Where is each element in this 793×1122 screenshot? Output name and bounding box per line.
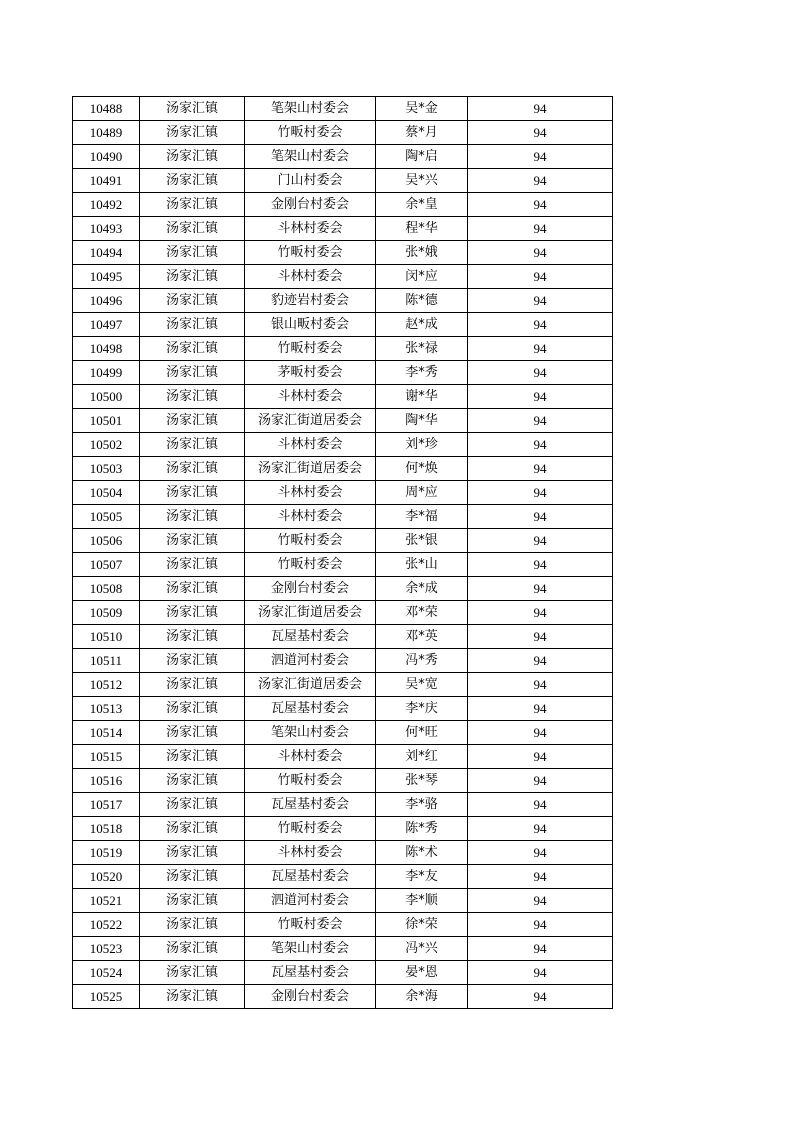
score-cell: 94: [468, 241, 613, 265]
id-cell: 10502: [73, 433, 140, 457]
town-cell: 汤家汇镇: [140, 769, 245, 793]
id-cell: 10519: [73, 841, 140, 865]
score-cell: 94: [468, 721, 613, 745]
score-cell: 94: [468, 529, 613, 553]
id-cell: 10494: [73, 241, 140, 265]
score-cell: 94: [468, 409, 613, 433]
village-cell: 竹畈村委会: [245, 553, 376, 577]
id-cell: 10509: [73, 601, 140, 625]
name-cell: 李*福: [376, 505, 468, 529]
town-cell: 汤家汇镇: [140, 817, 245, 841]
town-cell: 汤家汇镇: [140, 457, 245, 481]
id-cell: 10524: [73, 961, 140, 985]
name-cell: 张*山: [376, 553, 468, 577]
village-cell: 瓦屋基村委会: [245, 793, 376, 817]
score-cell: 94: [468, 217, 613, 241]
town-cell: 汤家汇镇: [140, 625, 245, 649]
id-cell: 10504: [73, 481, 140, 505]
village-cell: 泗道河村委会: [245, 889, 376, 913]
name-cell: 何*旺: [376, 721, 468, 745]
table-row: [73, 721, 613, 745]
id-cell: 10491: [73, 169, 140, 193]
id-cell: 10499: [73, 361, 140, 385]
village-cell: 斗林村委会: [245, 265, 376, 289]
village-cell: 银山畈村委会: [245, 313, 376, 337]
score-cell: 94: [468, 577, 613, 601]
name-cell: 邓*荣: [376, 601, 468, 625]
name-cell: 李*庆: [376, 697, 468, 721]
id-cell: 10497: [73, 313, 140, 337]
score-cell: 94: [468, 337, 613, 361]
table-row: [73, 193, 613, 217]
name-cell: 蔡*月: [376, 121, 468, 145]
village-cell: 竹畈村委会: [245, 529, 376, 553]
name-cell: 陈*德: [376, 289, 468, 313]
score-cell: 94: [468, 865, 613, 889]
score-cell: 94: [468, 433, 613, 457]
village-cell: 笔架山村委会: [245, 145, 376, 169]
id-cell: 10496: [73, 289, 140, 313]
table-row: [73, 385, 613, 409]
town-cell: 汤家汇镇: [140, 505, 245, 529]
town-cell: 汤家汇镇: [140, 577, 245, 601]
village-cell: 瓦屋基村委会: [245, 625, 376, 649]
village-cell: 斗林村委会: [245, 385, 376, 409]
table-row: [73, 145, 613, 169]
score-cell: 94: [468, 601, 613, 625]
village-cell: 斗林村委会: [245, 841, 376, 865]
score-cell: 94: [468, 385, 613, 409]
name-cell: 陈*秀: [376, 817, 468, 841]
score-cell: 94: [468, 505, 613, 529]
name-cell: 徐*荣: [376, 913, 468, 937]
table-row: [73, 361, 613, 385]
town-cell: 汤家汇镇: [140, 337, 245, 361]
id-cell: 10498: [73, 337, 140, 361]
id-cell: 10489: [73, 121, 140, 145]
table-row: [73, 625, 613, 649]
village-cell: 斗林村委会: [245, 745, 376, 769]
village-cell: 斗林村委会: [245, 433, 376, 457]
name-cell: 余*皇: [376, 193, 468, 217]
score-cell: 94: [468, 361, 613, 385]
id-cell: 10492: [73, 193, 140, 217]
id-cell: 10505: [73, 505, 140, 529]
town-cell: 汤家汇镇: [140, 745, 245, 769]
score-cell: 94: [468, 649, 613, 673]
score-cell: 94: [468, 553, 613, 577]
town-cell: 汤家汇镇: [140, 961, 245, 985]
score-cell: 94: [468, 673, 613, 697]
table-row: [73, 313, 613, 337]
table-row: [73, 121, 613, 145]
table-row: [73, 481, 613, 505]
village-cell: 金刚台村委会: [245, 985, 376, 1009]
table-row: [73, 745, 613, 769]
id-cell: 10503: [73, 457, 140, 481]
table-row: [73, 817, 613, 841]
score-cell: 94: [468, 841, 613, 865]
score-cell: 94: [468, 769, 613, 793]
id-cell: 10493: [73, 217, 140, 241]
table-row: [73, 217, 613, 241]
town-cell: 汤家汇镇: [140, 241, 245, 265]
town-cell: 汤家汇镇: [140, 697, 245, 721]
table-row: [73, 697, 613, 721]
town-cell: 汤家汇镇: [140, 385, 245, 409]
id-cell: 10507: [73, 553, 140, 577]
village-cell: 竹畈村委会: [245, 337, 376, 361]
table-row: [73, 169, 613, 193]
town-cell: 汤家汇镇: [140, 289, 245, 313]
village-cell: 笔架山村委会: [245, 97, 376, 121]
village-cell: 汤家汇街道居委会: [245, 673, 376, 697]
id-cell: 10517: [73, 793, 140, 817]
name-cell: 李*顺: [376, 889, 468, 913]
score-cell: 94: [468, 169, 613, 193]
village-cell: 金刚台村委会: [245, 577, 376, 601]
town-cell: 汤家汇镇: [140, 985, 245, 1009]
id-cell: 10512: [73, 673, 140, 697]
score-cell: 94: [468, 889, 613, 913]
table-row: [73, 865, 613, 889]
score-cell: 94: [468, 985, 613, 1009]
town-cell: 汤家汇镇: [140, 265, 245, 289]
table-row: [73, 529, 613, 553]
score-cell: 94: [468, 289, 613, 313]
name-cell: 周*应: [376, 481, 468, 505]
name-cell: 程*华: [376, 217, 468, 241]
name-cell: 张*琴: [376, 769, 468, 793]
table-row: [73, 457, 613, 481]
village-cell: 泗道河村委会: [245, 649, 376, 673]
score-cell: 94: [468, 697, 613, 721]
score-cell: 94: [468, 457, 613, 481]
village-cell: 豹迹岩村委会: [245, 289, 376, 313]
id-cell: 10520: [73, 865, 140, 889]
table-row: [73, 889, 613, 913]
score-cell: 94: [468, 313, 613, 337]
score-cell: 94: [468, 121, 613, 145]
village-cell: 竹畈村委会: [245, 769, 376, 793]
name-cell: 陈*术: [376, 841, 468, 865]
name-cell: 陶*启: [376, 145, 468, 169]
score-cell: 94: [468, 481, 613, 505]
table-row: [73, 673, 613, 697]
id-cell: 10523: [73, 937, 140, 961]
name-cell: 张*禄: [376, 337, 468, 361]
id-cell: 10490: [73, 145, 140, 169]
data-table: [72, 96, 613, 1009]
name-cell: 吴*金: [376, 97, 468, 121]
village-cell: 汤家汇街道居委会: [245, 457, 376, 481]
name-cell: 晏*恩: [376, 961, 468, 985]
score-cell: 94: [468, 193, 613, 217]
town-cell: 汤家汇镇: [140, 97, 245, 121]
table-row: [73, 337, 613, 361]
town-cell: 汤家汇镇: [140, 193, 245, 217]
score-cell: 94: [468, 745, 613, 769]
village-cell: 斗林村委会: [245, 481, 376, 505]
village-cell: 竹畈村委会: [245, 913, 376, 937]
town-cell: 汤家汇镇: [140, 313, 245, 337]
town-cell: 汤家汇镇: [140, 361, 245, 385]
score-cell: 94: [468, 265, 613, 289]
name-cell: 张*娥: [376, 241, 468, 265]
village-cell: 汤家汇街道居委会: [245, 409, 376, 433]
village-cell: 瓦屋基村委会: [245, 865, 376, 889]
village-cell: 斗林村委会: [245, 505, 376, 529]
table-body: [73, 97, 613, 1009]
name-cell: 余*海: [376, 985, 468, 1009]
name-cell: 刘*红: [376, 745, 468, 769]
town-cell: 汤家汇镇: [140, 481, 245, 505]
table-row: [73, 961, 613, 985]
name-cell: 张*银: [376, 529, 468, 553]
town-cell: 汤家汇镇: [140, 553, 245, 577]
id-cell: 10508: [73, 577, 140, 601]
name-cell: 李*秀: [376, 361, 468, 385]
id-cell: 10525: [73, 985, 140, 1009]
name-cell: 余*成: [376, 577, 468, 601]
name-cell: 赵*成: [376, 313, 468, 337]
score-cell: 94: [468, 625, 613, 649]
id-cell: 10510: [73, 625, 140, 649]
town-cell: 汤家汇镇: [140, 409, 245, 433]
village-cell: 笔架山村委会: [245, 937, 376, 961]
name-cell: 陶*华: [376, 409, 468, 433]
village-cell: 汤家汇街道居委会: [245, 601, 376, 625]
id-cell: 10522: [73, 913, 140, 937]
name-cell: 吴*宽: [376, 673, 468, 697]
village-cell: 瓦屋基村委会: [245, 961, 376, 985]
town-cell: 汤家汇镇: [140, 673, 245, 697]
table-row: [73, 577, 613, 601]
table-row: [73, 433, 613, 457]
village-cell: 金刚台村委会: [245, 193, 376, 217]
table-row: [73, 769, 613, 793]
id-cell: 10511: [73, 649, 140, 673]
id-cell: 10518: [73, 817, 140, 841]
town-cell: 汤家汇镇: [140, 145, 245, 169]
village-cell: 茅畈村委会: [245, 361, 376, 385]
town-cell: 汤家汇镇: [140, 529, 245, 553]
name-cell: 李*骆: [376, 793, 468, 817]
town-cell: 汤家汇镇: [140, 793, 245, 817]
village-cell: 斗林村委会: [245, 217, 376, 241]
village-cell: 笔架山村委会: [245, 721, 376, 745]
id-cell: 10488: [73, 97, 140, 121]
town-cell: 汤家汇镇: [140, 217, 245, 241]
score-cell: 94: [468, 961, 613, 985]
table-row: [73, 97, 613, 121]
table-row: [73, 601, 613, 625]
id-cell: 10495: [73, 265, 140, 289]
name-cell: 刘*珍: [376, 433, 468, 457]
table-row: [73, 265, 613, 289]
town-cell: 汤家汇镇: [140, 601, 245, 625]
table-row: [73, 553, 613, 577]
village-cell: 竹畈村委会: [245, 241, 376, 265]
town-cell: 汤家汇镇: [140, 937, 245, 961]
name-cell: 谢*华: [376, 385, 468, 409]
table-row: [73, 985, 613, 1009]
id-cell: 10521: [73, 889, 140, 913]
town-cell: 汤家汇镇: [140, 865, 245, 889]
table-row: [73, 289, 613, 313]
id-cell: 10513: [73, 697, 140, 721]
town-cell: 汤家汇镇: [140, 889, 245, 913]
village-cell: 门山村委会: [245, 169, 376, 193]
score-cell: 94: [468, 793, 613, 817]
id-cell: 10500: [73, 385, 140, 409]
table-row: [73, 937, 613, 961]
name-cell: 冯*兴: [376, 937, 468, 961]
id-cell: 10515: [73, 745, 140, 769]
town-cell: 汤家汇镇: [140, 121, 245, 145]
table-row: [73, 241, 613, 265]
town-cell: 汤家汇镇: [140, 721, 245, 745]
id-cell: 10514: [73, 721, 140, 745]
name-cell: 吴*兴: [376, 169, 468, 193]
name-cell: 李*友: [376, 865, 468, 889]
score-cell: 94: [468, 97, 613, 121]
table-row: [73, 913, 613, 937]
table-row: [73, 649, 613, 673]
table-row: [73, 793, 613, 817]
id-cell: 10506: [73, 529, 140, 553]
name-cell: 何*焕: [376, 457, 468, 481]
village-cell: 竹畈村委会: [245, 121, 376, 145]
score-cell: 94: [468, 913, 613, 937]
score-cell: 94: [468, 817, 613, 841]
town-cell: 汤家汇镇: [140, 913, 245, 937]
town-cell: 汤家汇镇: [140, 433, 245, 457]
town-cell: 汤家汇镇: [140, 169, 245, 193]
table-row: [73, 409, 613, 433]
table-row: [73, 841, 613, 865]
name-cell: 闵*应: [376, 265, 468, 289]
id-cell: 10501: [73, 409, 140, 433]
name-cell: 邓*英: [376, 625, 468, 649]
name-cell: 冯*秀: [376, 649, 468, 673]
score-cell: 94: [468, 937, 613, 961]
village-cell: 瓦屋基村委会: [245, 697, 376, 721]
id-cell: 10516: [73, 769, 140, 793]
town-cell: 汤家汇镇: [140, 649, 245, 673]
town-cell: 汤家汇镇: [140, 841, 245, 865]
table-row: [73, 505, 613, 529]
village-cell: 竹畈村委会: [245, 817, 376, 841]
score-cell: 94: [468, 145, 613, 169]
